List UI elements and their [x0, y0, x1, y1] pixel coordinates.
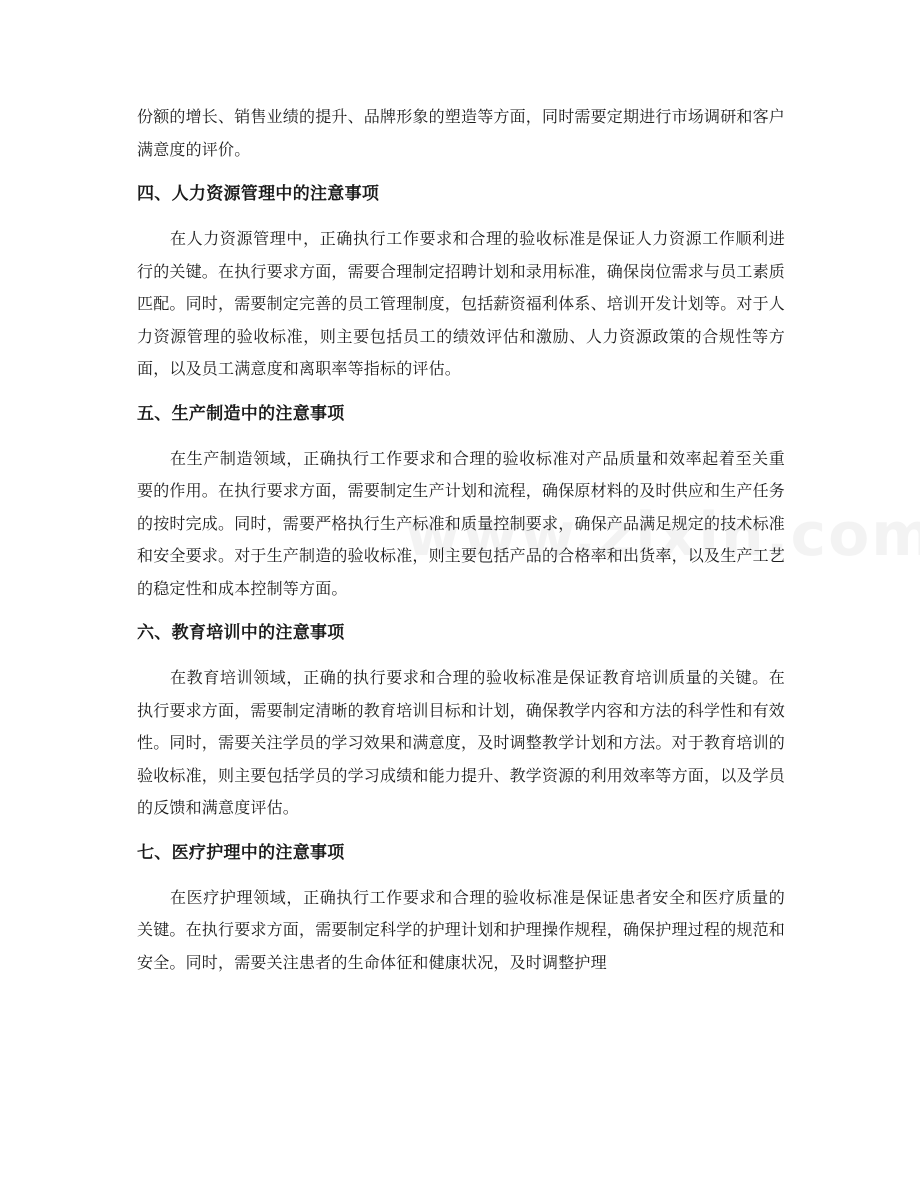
section-body-education: 在教育培训领域，正确的执行要求和合理的验收标准是保证教育培训质量的关键。在执行要求方面，需要制定清晰的教育培训目标和计划，确保教学内容和方法的科学性和有效性。同时，需要关注学员的学习效果和满意度，及时调整教学计划和方法。对于教育培训的验收标准，则主要包括学员的学习成绩和能力提升、教学资源的利用效率等方面，以及学员的反馈和满意度评估。 [137, 668, 786, 817]
section-heading-medical: 七、医疗护理中的注意事项 [137, 842, 345, 863]
section-body-manufacturing: 在生产制造领域，正确执行工作要求和合理的验收标准对产品质量和效率起着至关重要的作用。在执行要求方面，需要制定生产计划和流程，确保原材料的及时供应和生产任务的按时完成。同时，需要严格执行生产标准和质量控制要求，确保产品满足规定的技术标准和安全要求。对于生产制造的验收标准，则主要包括产品的合格率和出货率，以及生产工艺的稳定性和成本控制等方面。 [137, 448, 786, 598]
section-body-medical: 在医疗护理领域，正确执行工作要求和合理的验收标准是保证患者安全和医疗质量的关键。在执行要求方面，需要制定科学的护理计划和护理操作规程，确保护理过程的规范和安全。同时，需要关注患者的生命体征和健康状况，及时调整护理 [137, 887, 786, 972]
section-heading-hr: 四、人力资源管理中的注意事项 [137, 184, 380, 204]
document-body [137, 101, 785, 979]
section-body-hr: 在人力资源管理中，正确执行工作要求和合理的验收标准是保证人力资源工作顺利进行的关键。在执行要求方面，需要合理制定招聘计划和录用标准，确保岗位需求与员工素质匹配。同时，需要制定完善的员工管理制度，包括薪资福利体系、培训开发计划等。对于人力资源管理的验收标准，则主要包括员工的绩效评估和激励、人力资源政策的合规性等方面，以及员工满意度和离职率等指标的评估。 [137, 229, 786, 378]
section-heading-education: 六、教育培训中的注意事项 [137, 623, 345, 643]
section-heading-manufacturing: 五、生产制造中的注意事项 [137, 403, 345, 424]
intro-paragraph: 份额的增长、销售业绩的提升、品牌形象的塑造等方面，同时需要定期进行市场调研和客户满意度的评价。 [137, 107, 786, 159]
